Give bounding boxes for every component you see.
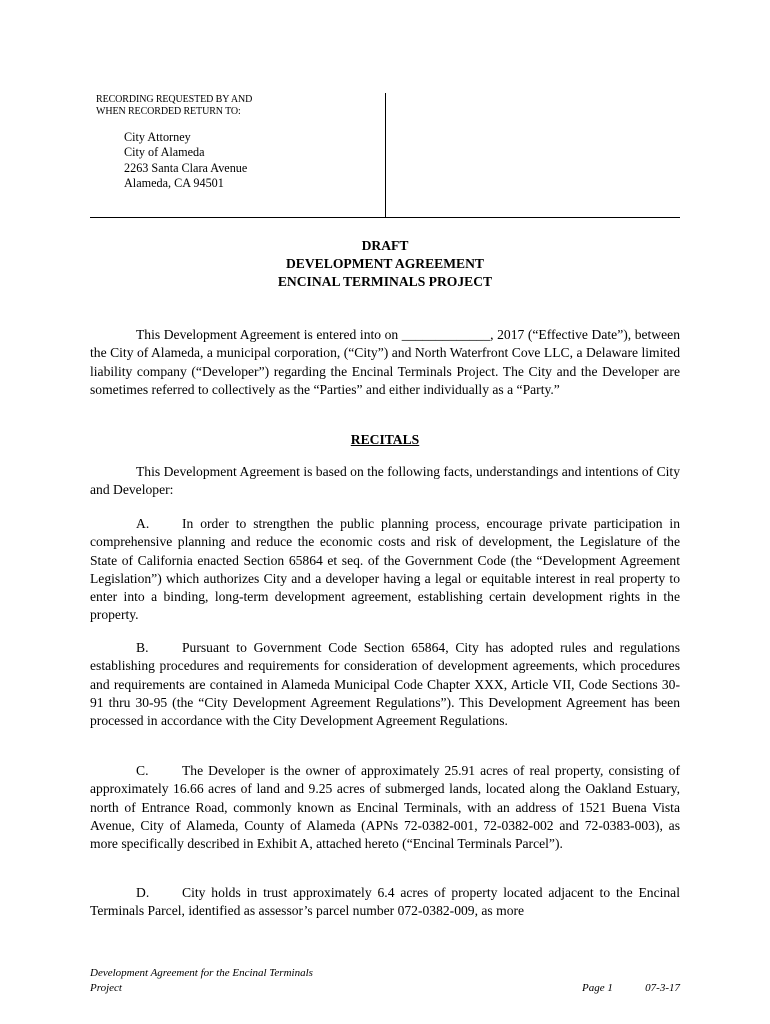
title-line-agreement: DEVELOPMENT AGREEMENT — [285, 256, 485, 271]
recital-d — [90, 884, 680, 921]
recital-text: Pursuant to Government Code Section 65864, City has adopted rules and regulations establishing procedures and requirements for consideration of development agreements, which procedures and requirements are contained in Alameda Municipal Code Chapter XXX, Article VII, Code Sections 30-91 thru 30-95 (the “City Development Agreement Regulations”). This Development Agreement has been processed in accordance with the City Development Agreement Regulations. — [90, 640, 680, 729]
address-line: Alameda, CA 94501 — [124, 176, 224, 191]
recital-c — [90, 762, 680, 853]
footer-document-title — [90, 966, 390, 996]
recording-header-line-1: RECORDING REQUESTED BY AND — [96, 94, 253, 105]
document-title — [90, 237, 680, 291]
horizontal-divider — [90, 217, 680, 218]
page-number: Page 1 — [582, 982, 613, 994]
recital-text: City holds in trust approximately 6.4 acres of property located adjacent to the Encinal Terminals Parcel, identified as assessor’s parcel number 072-0382-009, as more — [90, 885, 680, 919]
intro-paragraph — [90, 326, 680, 399]
recording-header-line-2: WHEN RECORDED RETURN TO: — [96, 106, 241, 117]
footer-page-info — [560, 981, 680, 996]
title-line-project: ENCINAL TERMINALS PROJECT — [277, 274, 493, 289]
vertical-divider — [385, 93, 386, 218]
recital-letter: A. — [136, 516, 150, 531]
footer-date: 07-3-17 — [645, 982, 680, 994]
recital-text: In order to strengthen the public planning process, encourage private participation in comprehensive planning and reduce the economic costs and risk of development, the Legislature of the State of California enacted Section 65864 et seq. of the Government Code (the “Development Agreement Legislation”) which authorizes City and a developer having a legal or equitable interest in real property to enter into a binding, long-term development agreement, establishing certain development rights in the property. — [90, 516, 680, 623]
title-line-draft: DRAFT — [361, 238, 409, 253]
return-address — [124, 130, 381, 192]
recitals-intro-text: This Development Agreement is based on the following facts, understandings and intentions of City and Developer: — [90, 464, 680, 498]
recital-b — [90, 639, 680, 730]
recital-a — [90, 515, 680, 625]
recital-letter: D. — [136, 885, 150, 900]
footer-title-line-2: Project — [90, 982, 122, 994]
recital-letter: C. — [136, 763, 149, 778]
address-line: City of Alameda — [124, 145, 205, 160]
footer-title-line-1: Development Agreement for the Encinal Terminals — [90, 967, 313, 979]
recital-text: The Developer is the owner of approximately 25.91 acres of real property, consisting of approximately 16.66 acres of land and 9.25 acres of submerged lands, located along the Oakland Estuary, north of Entrance Road, commonly known as Encinal Terminals, with an address of 1521 Buena Vista Avenue, City of Alameda, County of Alameda (APNs 72-0382-001, 72-0382-002 and 72-0383-003), as more specifically described in Exhibit A, attached hereto (“Encinal Terminals Parcel”). — [90, 763, 680, 852]
intro-text: This Development Agreement is entered into on _____________, 2017 (“Effective Date”), between the City of Alameda, a municipal corporation, (“City”) and North Waterfront Cove LLC, a Delaware limited liability company (“Developer”) regarding the Encinal Terminals Project. The City and the Developer are sometimes referred to collectively as the “Parties” and either individually as a “Party.” — [90, 327, 680, 397]
address-line: 2263 Santa Clara Avenue — [124, 160, 248, 175]
recital-letter: B. — [136, 640, 149, 655]
recording-block — [96, 94, 381, 192]
recitals-intro-paragraph — [90, 463, 680, 500]
recording-header — [96, 94, 381, 118]
address-line: City Attorney — [124, 130, 191, 144]
recitals-heading: RECITALS — [350, 432, 420, 447]
